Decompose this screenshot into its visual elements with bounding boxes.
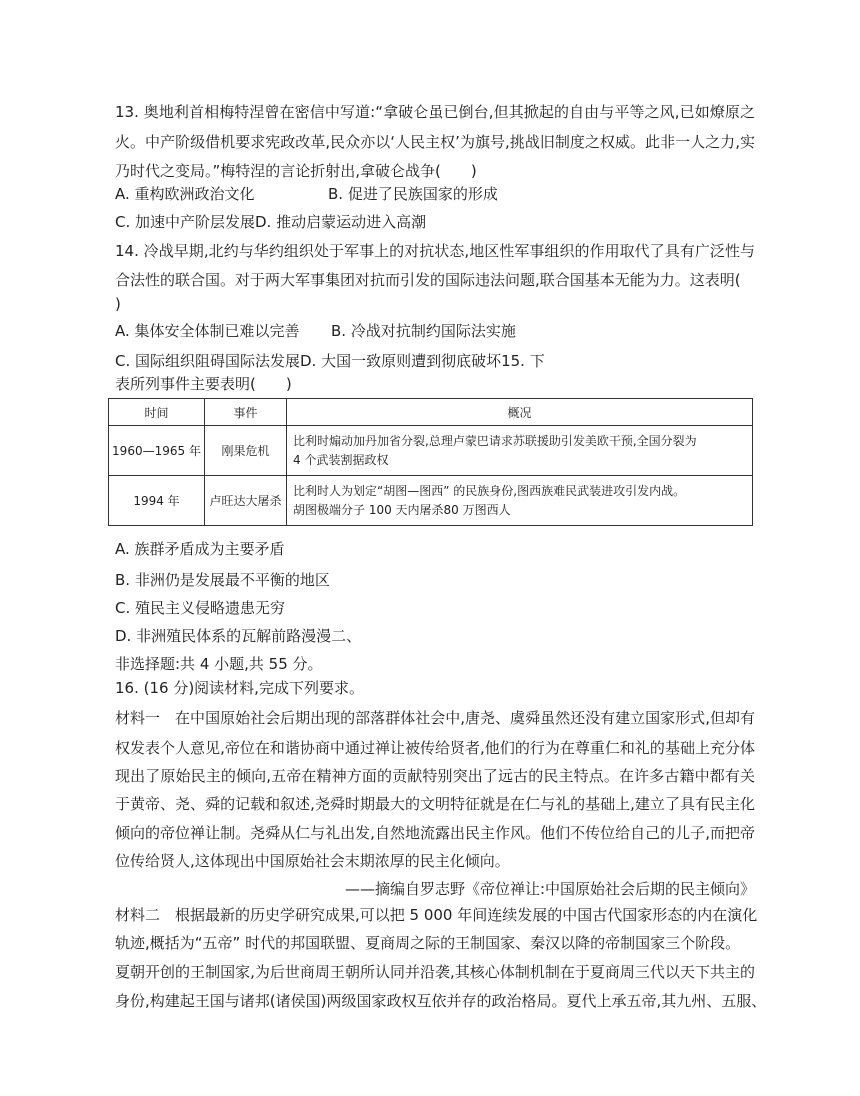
row-summary [287, 476, 753, 526]
q15-option-a: A. 族群矛盾成为主要矛盾 [115, 540, 285, 558]
q15-stem: 表所列事件主要表明( ) [115, 375, 292, 393]
material2-line-1: 材料二 根据最新的历史学研究成果,可以把 5 000 年间连续发展的中国古代国家形态的内在演化 [115, 906, 758, 924]
q13-stem-line-1: 13. 奥地利首相梅特涅曾在密信中写道:“拿破仑虽已倒台,但其掀起的自由与平等之风,已如燎原之 [115, 103, 755, 121]
material1-line-5: 倾向的帝位禅让制。尧舜从仁与礼出发,自然地流露出民主作风。他们不传位给自己的儿子,而把帝 [115, 824, 755, 842]
q14-option-b: B. 冷战对抗制约国际法实施 [331, 322, 516, 340]
material1-source: ——摘编自罗志野《帝位禅让:中国原始社会后期的民主倾向》 [344, 880, 755, 898]
material1-line-4: 于黄帝、尧、舜的记载和叙述,尧舜时期最大的文明特征就是在仁与礼的基础上,建立了具有民主化 [115, 795, 755, 813]
material1-line-6: 位传给贤人,这体现出中国原始社会末期浓厚的民主化倾向。 [115, 852, 510, 870]
table-header-row [109, 399, 753, 426]
q13-option-a: A. 重构欧洲政治文化 [115, 185, 255, 203]
material1-line-3: 现出了原始民主的倾向,五帝在精神方面的贡献特别突出了远古的民主特点。在许多古籍中都有关 [115, 767, 755, 785]
material2-line-2: 轨迹,概括为“五帝” 时代的邦国联盟、夏商周之际的王制国家、秦汉以降的帝制国家三个阶段。 [115, 934, 741, 952]
material1-line-2: 权发表个人意见,帝位在和谐协商中通过禅让被传给贤者,他们的行为在尊重仁和礼的基础上充分体 [115, 739, 755, 757]
events-table [108, 398, 753, 526]
q16-stem: 16. (16 分)阅读材料,完成下列要求。 [115, 679, 364, 697]
table-row [109, 476, 753, 526]
row-time: 1960—1965 年 [109, 426, 205, 476]
q14-option-a: A. 集体安全体制已难以完善 [115, 322, 300, 340]
section-heading: 非选择题:共 4 小题,共 55 分。 [115, 655, 323, 673]
row-summary [287, 426, 753, 476]
table-row [109, 426, 753, 476]
row-event: 卢旺达大屠杀 [205, 476, 287, 526]
material2-line-4: 身份,构建起王国与诸邦(诸侯国)两级国家政权互依并存的政治格局。夏代上承五帝,其九州、五服、 [115, 992, 767, 1010]
row-summary-line-1: 比利时煽动加丹加省分裂,总理卢蒙巴请求苏联援助引发美欧干预,全国分裂为 [293, 433, 697, 448]
q14-stem-line-3: ) [115, 295, 121, 313]
material2-line-3: 夏朝开创的王制国家,为后世商周王朝所认同并沿袭,其核心体制机制在于夏商周三代以天下共主的 [115, 963, 755, 981]
q13-option-cd: C. 加速中产阶层发展D. 推动启蒙运动进入高潮 [115, 213, 427, 231]
row-time: 1994 年 [109, 476, 205, 526]
q15-option-d: D. 非洲殖民体系的瓦解前路漫漫二、 [115, 627, 362, 645]
q15-option-c: C. 殖民主义侵略遗患无穷 [115, 599, 286, 617]
table-header-summary: 概况 [287, 399, 753, 426]
row-summary-line-2: 4 个武装割据政权 [293, 452, 389, 467]
q13-stem-line-2: 火。中产阶级借机要求宪政改革,民众亦以‘人民主权’为旗号,挑战旧制度之权威。此非一人之力,实 [115, 133, 755, 151]
table-header-time: 时间 [109, 399, 205, 426]
q14-stem-line-2: 合法性的联合国。对于两大军事集团对抗而引发的国际违法问题,联合国基本无能为力。这表明( [115, 271, 741, 289]
table-header-event: 事件 [205, 399, 287, 426]
q14-option-cd: C. 国际组织阻碍国际法发展D. 大国一致原则遭到彻底破坏15. 下 [115, 352, 545, 370]
row-event: 刚果危机 [205, 426, 287, 476]
q14-stem-line-1: 14. 冷战早期,北约与华约组织处于军事上的对抗状态,地区性军事组织的作用取代了具有广泛性与 [115, 242, 755, 260]
q13-option-b: B. 促进了民族国家的形成 [328, 185, 498, 203]
row-summary-line-2: 胡图极端分子 100 天内屠杀80 万图西人 [293, 502, 511, 517]
q15-option-b: B. 非洲仍是发展最不平衡的地区 [115, 571, 330, 589]
row-summary-line-1: 比利时人为划定“胡图—图西” 的民族身份,图西族难民武装进攻引发内战。 [293, 483, 686, 498]
material1-line-1: 材料一 在中国原始社会后期出现的部落群体社会中,唐尧、虞舜虽然还没有建立国家形式,但却有 [115, 709, 755, 727]
q13-stem-line-3: 乃时代之变局。”梅特涅的言论折射出,拿破仑战争( ) [115, 162, 477, 180]
